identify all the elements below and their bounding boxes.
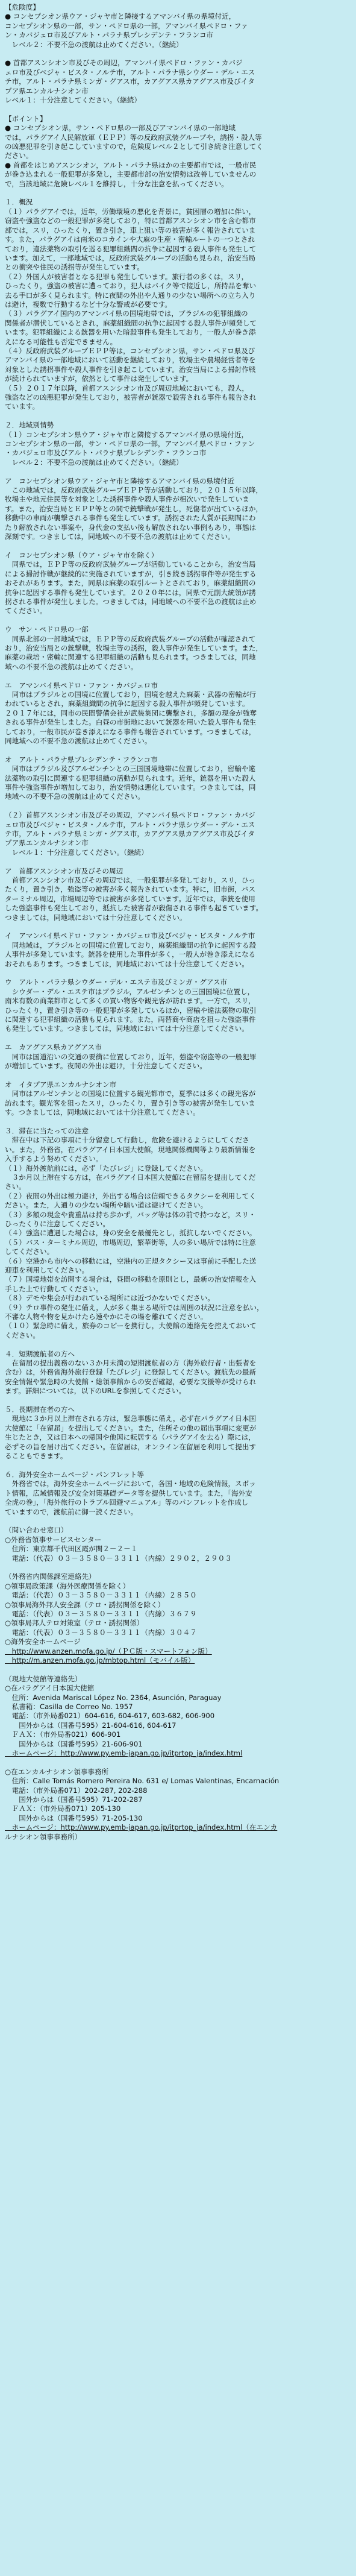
- document-link-line[interactable]: http://m.anzen.mofa.go.jp/mbtop.html（モバイル版）: [5, 1655, 195, 1664]
- document-line: ＦＡＸ：（市外局番021）606-901: [5, 1730, 121, 1739]
- document-line: ○在パラグアイ日本国大使館: [5, 1684, 95, 1693]
- document-line: ることもできます。: [5, 1452, 67, 1461]
- document-line: えになる可能性も否定できません。: [5, 337, 117, 346]
- document-line: [5, 1461, 351, 1470]
- document-line: ェロ市及びベジャ・ビスタ・ノルテ市，アルト・パラナ県シウダー・デル・エス: [5, 68, 255, 77]
- document-line: [5, 412, 351, 421]
- document-line: コンセプシオン県の一部，サン・ペドロ県の一部，アマンバイ県ペドロ・ファ: [5, 21, 248, 30]
- document-line: 電話：（市外局番021）604-616, 604-617, 603-682, 606-900: [5, 1712, 215, 1721]
- document-line: ○在エンカルナシオン領事事務所: [5, 1767, 109, 1776]
- document-line: ● 首都アスンシオン市及びその周辺，アマンバイ県ペドロ・ファン・カバジ: [5, 58, 243, 68]
- document-line: も発生しています。つきましては，同地域においては十分注意してください。: [5, 1024, 249, 1033]
- document-line: ェロ市及びベジャ・ビスタ・ノルテ市，アルト・パラナ県シウダー・デル・エス: [5, 820, 255, 829]
- document-line: では，パラグアイ人民解放軍（ＥＰＰ）等の反政府武装グループや，誘拐・殺人等: [5, 133, 262, 142]
- document-line: 現地に３か月以上滞在される方は，緊急事態に備え，必ず在パラグアイ日本国: [5, 1414, 257, 1423]
- document-line: ます。詳細については，以下のURLを参照してください。: [5, 1387, 186, 1396]
- document-line: ２．地域別情勢: [5, 421, 54, 430]
- document-link-line[interactable]: http://www.anzen.mofa.go.jp/（ＰＣ版・スマートフォン版）: [5, 1646, 212, 1655]
- document-line: います。加えて，一部地域では，反政府武装グループの活動も見られ，治安当局: [5, 253, 255, 262]
- document-line: ています。: [5, 402, 40, 411]
- document-line: 事件や強盗事件が増加しており，治安情勢は悪化しています。つきましては，同: [5, 783, 256, 792]
- document-line: ３か月以上滞在する方は，在パラグアイ日本国大使館に在留届を提出してくだ: [5, 1173, 256, 1182]
- document-line: ており，違法薬物の取引を巡る犯罪組織間の抗争に起因する殺人事件も発生して: [5, 244, 257, 253]
- document-line: （８）デモや集会が行われている場所には近づかないでください。: [5, 1294, 214, 1303]
- document-line: [5, 105, 351, 114]
- document-line: エ アマンバイ県ペドロ・ファン・カバジェロ市: [5, 681, 158, 690]
- document-line: 私書箱：Casilla de Correo No. 1957: [5, 1702, 133, 1711]
- document-line: テ市，アルト・パラナ県ミンガ・グアス市，カアグアス県カアグアス市及びイタ: [5, 77, 255, 86]
- document-line: ひったくり，強盗の被害に遭っており，犯人はバイク等で接近し，所持品を奪い: [5, 282, 257, 291]
- document-line: （３）パラグアイ国内のアマンバイ県の国境地帯では，ブラジルの犯罪組織の: [5, 309, 248, 318]
- document-line: ４．短期渡航者の方へ: [5, 1349, 75, 1358]
- document-line: 外務省では，海外安全ホームページにおいて，各国・地域の危険情報，スポッ: [5, 1479, 256, 1488]
- document-line: （４）反政府武装グループＥＰＰ等は，コンセプシオン県，サン・ペドロ県及び: [5, 346, 255, 355]
- document-line: 電話：（代表）０３－３５８０－３３１１（内線）３０４７: [5, 1628, 197, 1637]
- document-line: 迎車を利用してください。: [5, 1266, 89, 1274]
- document-line: レベル２：不要不急の渡航は止めてください。（継続）: [5, 458, 183, 467]
- document-line: 強盗などの凶悪犯罪が発生しており，被害者が銃器で殺害される事件も報告され: [5, 393, 257, 402]
- document-line: （２）外国人が被害者となる犯罪も発生しています。旅行者の多くは，スリ，: [5, 272, 249, 281]
- document-line: ２０１７年には，同市の民間警備会社が武装集団に襲撃され，多額の現金が強奪: [5, 708, 257, 717]
- document-line: ○外務省領事サービスセンター: [5, 1535, 102, 1544]
- document-line: コンセプシオン県の一部，サン・ペドロ県の一部，アマンバイ県ペドロ・ファン: [5, 439, 255, 449]
- document-line: （９）テロ事件の発生に備え，人が多く集まる場所では周囲の状況に注意を払い，: [5, 1303, 264, 1312]
- document-line: で，当該地域に危険レベル１を維持し，十分な注意を払ってください。: [5, 179, 228, 188]
- document-line: ３．滞在に当たっての注意: [5, 1126, 89, 1135]
- document-line: アマンバイ県の一部地域において活動を継続しており，牧場主や農場経営者等を: [5, 356, 256, 365]
- document-line: した強盗事件も発生しており，抵抗した被害者が殺傷される事件も起きています。: [5, 904, 263, 913]
- document-line: ア 首都アスンシオン市及びその周辺: [5, 866, 123, 875]
- document-line: ン・カバジェロ市及びアルト・パラナ県プレシデンテ・フランコ市: [5, 31, 214, 40]
- document-line: 不審な人物や物を見かけたら速やかにその場を離れてください。: [5, 1312, 208, 1321]
- document-line: ● コンセプシオン県ウア・ジャヤ市と隣接するアマンバイ県の県境付近，: [5, 12, 236, 21]
- document-line: 含む）は，外務省海外旅行登録「たびレジ」に登録してください。渡航先の最新: [5, 1368, 257, 1377]
- document-line: エ カアグアス県カアグアス市: [5, 1043, 102, 1052]
- document-line: 生じたとき，又は日本への帰国や他国に転居する（パラグアイを去る）際には，: [5, 1433, 255, 1442]
- document-line: ひったくりに注意してください。: [5, 1219, 110, 1228]
- document-line: （２）首都アスンシオン市及びその周辺，アマンバイ県ペドロ・ファン・カバジ: [5, 811, 255, 820]
- document-line: （１０）緊急時に備え，旅券のコピーを携行し，大使館の連絡先を控えておいて: [5, 1321, 257, 1331]
- document-line: ト情報，広域情報及び安全対策基礎データ等を提供しています。また，「海外安: [5, 1488, 252, 1497]
- document-line: 南米有数の商業都市として多くの買い物客や観光客が訪れます。一方で，スリ，: [5, 997, 255, 1006]
- document-line: ○領事局海外邦人安全課（テロ・誘拐関係を除く）: [5, 1600, 165, 1609]
- document-line: たり解放されない事案や，身代金の支払い後も解放されない事例もあり，事態は: [5, 523, 257, 532]
- document-line: おそれがあります。また，同県は麻薬の取引ルートとされており，麻薬組織間の: [5, 579, 256, 588]
- document-line: つきましては，同地域においては十分注意してください。: [5, 913, 187, 922]
- document-line: 同県では，ＥＰＰ等の反政府武装グループが活動していることから，治安当局: [5, 560, 256, 569]
- document-line: 法薬物の取引に関連する犯罪組織の活動が見られます。近年，銃器を用いた殺人: [5, 773, 256, 783]
- document-line: [5, 672, 351, 681]
- document-line: ○領事局政策課（海外医療関係を除く）: [5, 1581, 130, 1590]
- document-line: [5, 1340, 351, 1349]
- document-line: [5, 1034, 351, 1043]
- document-line: （５）バス・ターミナル周辺，市場周辺，繁華街等，人の多い場所では特に注意: [5, 1238, 256, 1247]
- document-line: [5, 467, 351, 476]
- document-line: [5, 802, 351, 811]
- document-line: ルナシオン領事事務所）: [5, 1832, 82, 1841]
- document-line: が巻き込まれる一般犯罪が多発し，主要都市部の治安情勢は改善していませんの: [5, 170, 257, 179]
- document-line: に関連する犯罪組織の活動も見られます。また，両替商や商店を狙った強盗事件: [5, 1015, 256, 1024]
- document-line: す。また，治安当局とＥＰＰ等との間で銃撃戦が発生し，死傷者が出ているほか，: [5, 504, 263, 513]
- document-line: 域への不要不急の渡航は止めてください。: [5, 662, 138, 671]
- document-line: てください。: [5, 606, 47, 616]
- document-line: 国外からは（国番号595）21-604-616, 604-617: [5, 1721, 176, 1730]
- document-line: （６）空港から市内への移動には，空港内の正規タクシー又は事前に手配した送: [5, 1256, 257, 1265]
- document-line: 同県北部の一部地域では，ＥＰＰ等の反政府武装グループの活動が確認されて: [5, 634, 256, 643]
- document-line: ５．長期滞在者の方へ: [5, 1405, 75, 1414]
- document-line: 窃盗や強盗などの一般犯罪が多発しており，特に首都アスンシオン市を含む都市: [5, 216, 256, 225]
- document-line: ア コンセプシオン県ウア・ジャヤ市と隣接するアマンバイ県の県境付近: [5, 476, 235, 485]
- document-line: は避け，複数で行動するなど十分な警戒が必要です。: [5, 300, 172, 309]
- document-link-line[interactable]: ホームページ：http://www.py.emb-japan.go.jp/itprtop_ja/index.html（在エンカ: [5, 1823, 278, 1832]
- document-line: [5, 1758, 351, 1767]
- document-line: が増加しています。夜間の外出は避け，十分注意してください。: [5, 1062, 207, 1071]
- document-line: 同市はブラジルとの国境に位置しており，国境を越えた麻薬・武器の密輸が行: [5, 690, 257, 699]
- document-line: ていますので，渡航前に御一読ください。: [5, 1507, 138, 1516]
- document-line: イ アマンバイ県ペドロ・ファン・カバジェロ市及びベジャ・ビスタ・ノルテ市: [5, 931, 255, 940]
- document-line: [5, 1396, 351, 1405]
- document-line: ＦＡＸ：（市外局番071）205-130: [5, 1804, 121, 1813]
- document-line: １．概況: [5, 198, 33, 207]
- document-line: ウ サン・ペドロ県の一部: [5, 625, 89, 634]
- document-line: 必ずその旨を届け出てください。在留届は，オンライン在留届を利用して提出す: [5, 1442, 257, 1451]
- document-line: （１）パラグアイでは，近年，労働環境の悪化を背景に，貧困層の増加に伴い，: [5, 207, 256, 216]
- document-line: 電話：（代表）０３－３５８０－３３１１（内線）２８５０: [5, 1591, 197, 1600]
- document-line: レベル１：十分注意してください。（継続）: [5, 848, 148, 857]
- document-line: ウ アルト・パラナ県シウダー・デル・エステ市及びミンガ・グアス市: [5, 978, 228, 987]
- document-line: 抗争に起因する事件も発生しています。２０２０年には，同県で元副大統領が誘: [5, 588, 256, 597]
- document-line: ください。: [5, 1331, 40, 1340]
- document-line: [5, 746, 351, 755]
- document-line: ださい。: [5, 151, 33, 160]
- document-line: ● 首都をはじめアスンシオン，アルト・パラナ県ほかの主要都市では，一般市民: [5, 160, 257, 169]
- document-line: す。また，パラグアイは南米のコカインや大麻の生産・密輸ルートの一つとされ: [5, 235, 255, 244]
- document-line: [5, 1071, 351, 1080]
- document-line: （２）夜間の外出は極力避け，外出する場合は信頼できるタクシーを利用してく: [5, 1191, 256, 1200]
- document-line: レベル１：十分注意してください。（継続）: [5, 96, 142, 105]
- document-line: 電話：（代表）０３－３５８０－３３１１（内線）３６７９: [5, 1609, 197, 1618]
- document-line: ６．海外安全ホームページ・パンフレット等: [5, 1470, 145, 1479]
- document-line: 国外からは（国番号595）71-202-287: [5, 1795, 143, 1804]
- document-line: 部では，スリ，ひったくり，置き引き，車上狙い等の被害が多く報告されていま: [5, 225, 256, 235]
- document-line: 【危険度】: [5, 3, 40, 11]
- document-line: 関係者が潜伏しているとされ，麻薬組織間の抗争に起因する殺人事件が頻発して: [5, 318, 257, 327]
- document-line: プア県エンカルナシオン市: [5, 86, 89, 95]
- document-line: が続けられていますが，依然として事件は発生しています。: [5, 374, 193, 383]
- document-line: この地域では，反政府武装グループＥＰＰ等が活動しており，２０１５年以降，: [5, 486, 263, 495]
- document-line: イ コンセプシオン県（ウア・ジャヤ市を除く）: [5, 550, 158, 559]
- document-line: い。また，外務省，在パラグアイ日本国大使館，現地関係機関等より最新情報を: [5, 1145, 256, 1154]
- document-line: プア県エンカルナシオン市: [5, 839, 89, 848]
- document-line: [5, 1118, 351, 1127]
- document-line: してください。: [5, 1247, 54, 1256]
- document-line: シウダー・デル・エステ市はブラジル，アルゼンチンとの三国国境に位置し，: [5, 987, 255, 996]
- document-line: による掃討作戦が継続的に実施されていますが，引き続き誘拐事件等が発生する: [5, 569, 257, 578]
- document-line: [5, 857, 351, 866]
- document-line: 人事件が多発しています。銃器を使用した事件が多く，一般人が巻き添えになる: [5, 950, 256, 959]
- document-line: （１）海外渡航前には，必ず「たびレジ」に登録してください。: [5, 1164, 207, 1173]
- document-line: 対象とした誘拐事件や殺人事件を引き起こしています。治安当局による掃討作戦: [5, 365, 256, 374]
- document-line: （７）国境地帯を訪問する場合は，昼間の移動を原則とし，最新の治安情報を入: [5, 1275, 257, 1284]
- document-line: オ イタプア県エンカルナシオン市: [5, 1080, 117, 1089]
- document-line: [5, 189, 351, 198]
- document-line: 電話：（市外局番071）202-287, 202-288: [5, 1786, 148, 1795]
- document-line: 住所：Avenida Mariscal López No. 2364, Asunción, Paraguay: [5, 1693, 222, 1702]
- document-line: 国外からは（国番号595）21-606-901: [5, 1739, 143, 1748]
- document-line: 全虎の巻」，「海外旅行のトラブル回避マニュアル」等のパンフレットを作成し: [5, 1498, 249, 1507]
- document-line: ださい。また，人通りの少ない場所や暗い道は避けてください。: [5, 1201, 208, 1210]
- document-line: [5, 616, 351, 625]
- document-line: との衝突や住民の誘拐等が発生しています。: [5, 263, 144, 272]
- document-line: 安全情報や緊急時の大使館・総領事館からの安否確認，必要な支援等が受けられ: [5, 1377, 257, 1386]
- document-line: ひったくり，置き引き等の一般犯罪が多発しているほか，密輸や違法薬物の取引: [5, 1006, 257, 1015]
- document-line: 電話：（代表）０３－３５８０－３３１１（内線）２９０２，２９０３: [5, 1554, 232, 1563]
- document-line: （問い合わせ窓口）: [5, 1526, 68, 1535]
- document-line: 拐される事件が発生しました。つきましては，同地域への不要不急の渡航は止め: [5, 597, 257, 606]
- document-line: 同地域への不要不急の渡航は止めてください。: [5, 736, 152, 745]
- document-line: たくり，置き引き，強盗等の被害が多く報告されています。特に，旧市街，バス: [5, 885, 255, 894]
- document-line: テ市，アルト・パラナ県ミンガ・グアス市，カアグアス県カアグアス市及びイタ: [5, 830, 255, 838]
- document-line: 大使館に「在留届」を提出してください。また，住所その他の届出事項に変更が: [5, 1423, 257, 1432]
- document-line: 【ポイント】: [5, 114, 47, 123]
- document-line: 同市はアルゼンチンとの国境に位置する観光都市で，夏季には多くの観光客が: [5, 1089, 256, 1098]
- document-line: 国外からは（国番号595）71-205-130: [5, 1813, 143, 1822]
- document-line: （外務省内関係課室連絡先）: [5, 1572, 96, 1581]
- document-line: 同市はブラジル及びアルゼンチンとの三国国境地帯に位置しており，密輸や違: [5, 764, 256, 773]
- document-line: さい。: [5, 1182, 26, 1191]
- document-line: 深刻です。つきましては，同地域への不要不急の渡航は止めてください。: [5, 532, 235, 541]
- document-line: [5, 541, 351, 550]
- document-line: の凶悪犯罪を引き起こしていますので，危険度レベル２として引き続き注意してく: [5, 142, 263, 151]
- document-line: レベル２：不要不急の渡航は止めてください。（継続）: [5, 40, 183, 49]
- document-line: しており，一般市民が巻き添えになる事件も報告されています。つきましては，: [5, 727, 256, 736]
- document-line: ターミナル周辺，市場周辺等では被害が多発しています。近年では，拳銃を使用: [5, 894, 255, 903]
- document-line: 地域への不要不急の渡航は止めてください。: [5, 792, 145, 801]
- document-line: 同地域は，ブラジルとの国境に位置しており，麻薬組織間の抗争に起因する殺: [5, 940, 257, 949]
- document-line: （１）コンセプシオン県ウア・ジャヤ市と隣接するアマンバイ県の県境付近，: [5, 430, 249, 439]
- document-line: 入手するよう努めてください。: [5, 1154, 103, 1164]
- document-line: 訪れます。観光客を狙ったスリ，ひったくり，置き引き等の被害が発生していま: [5, 1098, 255, 1107]
- document-line: 住所：Calle Tomás Romero Pereira No. 631 e/ Lomas Valentinas, Encarnación: [5, 1777, 279, 1786]
- document-link-line[interactable]: ホームページ：http://www.py.emb-japan.go.jp/itprtop_ja/index.html: [5, 1749, 243, 1758]
- document-line: 滞在中は下記の事項に十分留意して行動し，危険を避けるようにしてくださ: [5, 1136, 249, 1145]
- document-line: （３）多額の現金や貴重品は持ち歩かず，バッグ等は体の前で持つなど，スリ・: [5, 1210, 256, 1219]
- document-line: います。犯罪組織による銃器を用いた暗殺事件も発生しており，一般人が巻き添: [5, 328, 256, 337]
- document-line: （５）２０１７年以降，首都アスンシオン市及び周辺地域においても，殺人，: [5, 383, 249, 392]
- document-line: 移動中の車両が襲撃される事件も発生しています。誘拐された人質が長期間にわ: [5, 514, 256, 523]
- document-line: [5, 922, 351, 931]
- document-line: （現地大使館等連絡先）: [5, 1674, 82, 1683]
- document-line: [5, 969, 351, 978]
- document-line: ・カバジェロ市及びアルト・パラナ県プレシデンテ・フランコ市: [5, 449, 207, 458]
- document-line: ○海外安全ホームページ: [5, 1637, 81, 1646]
- document-line: 住所：東京都千代田区霞が関２－２－１: [5, 1545, 138, 1554]
- document-line: 牧場主や地元住民等を対象とした誘拐事件や殺人事件が相次いで発生していま: [5, 495, 249, 504]
- document-line: [5, 49, 351, 58]
- document-line: される事件が発生しました。白昼の市街地において銃器を用いた殺人事件も発生: [5, 718, 257, 727]
- document-line: 首都アスンシオン市及びその周辺では，一般犯罪が多発しており，スリ，ひっ: [5, 876, 256, 885]
- document-line: [5, 1517, 351, 1526]
- document-line: 麻薬の栽培・密輸に関連する犯罪組織の活動も見られます。つきましては，同地: [5, 653, 256, 662]
- document-line: （４）強盗に遭遇した場合は，身の安全を最優先とし，抵抗しないでください。: [5, 1229, 257, 1238]
- document-line: [5, 1665, 351, 1674]
- document-line: ● コンセプシオン県，サン・ペドロ県の一部及びアマンバイ県の一部地域: [5, 124, 236, 133]
- document-line: オ アルト・パラナ県プレシデンテ・フランコ市: [5, 755, 158, 764]
- document-line: われているとされ，麻薬組織間の抗争に起因する殺人事件が頻発しています。: [5, 699, 249, 708]
- document-line: す。つきましては，同地域においては十分注意してください。: [5, 1108, 200, 1117]
- document-line: 手した上で行動してください。: [5, 1284, 103, 1293]
- document-line: おり，治安当局との銃撃戦，牧場主等の誘拐，殺人事件が発生しています。また，: [5, 643, 263, 652]
- document-line: ○領事局邦人テロ対策室（テロ・誘拐関係）: [5, 1619, 144, 1628]
- document-line: [5, 1563, 351, 1572]
- document-line: おそれもあります。つきましては，同地域においては十分注意してください。: [5, 959, 249, 968]
- document-line: 同市は国道沿いの交通の要衝に位置しており，近年，強盗や窃盗等の一般犯罪: [5, 1052, 257, 1061]
- document-line: 去る手口が多く見られます。特に夜間の外出や人通りの少ない場所への立ち入り: [5, 291, 256, 300]
- document-line: 在留届の提出義務のない３か月未満の短期渡航者の方（海外旅行者・出張者を: [5, 1359, 257, 1368]
